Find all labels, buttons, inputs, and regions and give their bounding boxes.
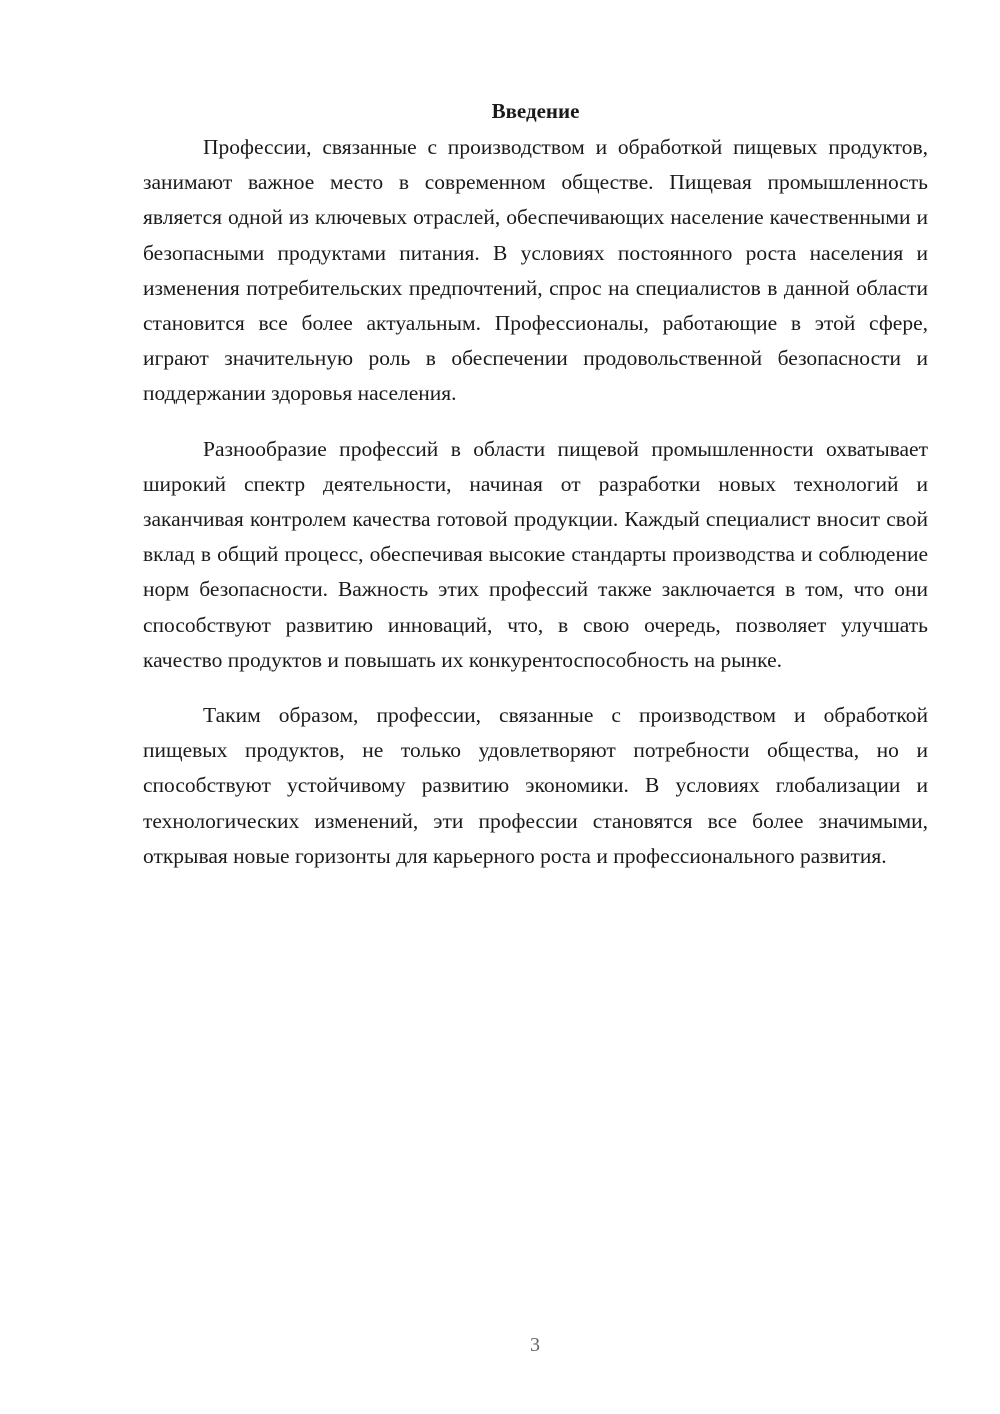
page-number: 3 bbox=[530, 1334, 540, 1356]
document-page bbox=[143, 96, 928, 894]
paragraph-2: Разнообразие профессий в области пищевой промышленности охватывает широкий спектр деятельности, начиная от разработки новых технологий и заканчивая контролем качества готовой продукции. Каждый специалист вносит свой вклад в общий процесс, обеспечивая высокие стандарты производства и соблюдение норм безопасности. Важность этих профессий также заключается в том, что они способствуют развитию инноваций, что, в свою очередь, позволяет улучшать качество продуктов и повышать их конкурентоспособность на рынке. bbox=[143, 436, 928, 672]
paragraph-3: Таким образом, профессии, связанные с производством и обработкой пищевых продуктов, не только удовлетворяют потребности общества, но и способствуют устойчивому развитию экономики. В условиях глобализации и технологических изменений, эти профессии становятся все более значимыми, открывая новые горизонты для карьерного роста и профессионального развития. bbox=[143, 703, 928, 868]
paragraph-1: Профессии, связанные с производством и обработкой пищевых продуктов, занимают важное место в современном обществе. Пищевая промышленность является одной из ключевых отраслей, обеспечивающих население качественными и безопасными продуктами питания. В условиях постоянного роста населения и изменения потребительских предпочтений, спрос на специалистов в данной области становится все более актуальным. Профессионалы, работающие в этой сфере, играют значительную роль в обеспечении продовольственной безопасности и поддержании здоровья населения. bbox=[143, 135, 928, 406]
page-title: Введение bbox=[491, 99, 580, 123]
